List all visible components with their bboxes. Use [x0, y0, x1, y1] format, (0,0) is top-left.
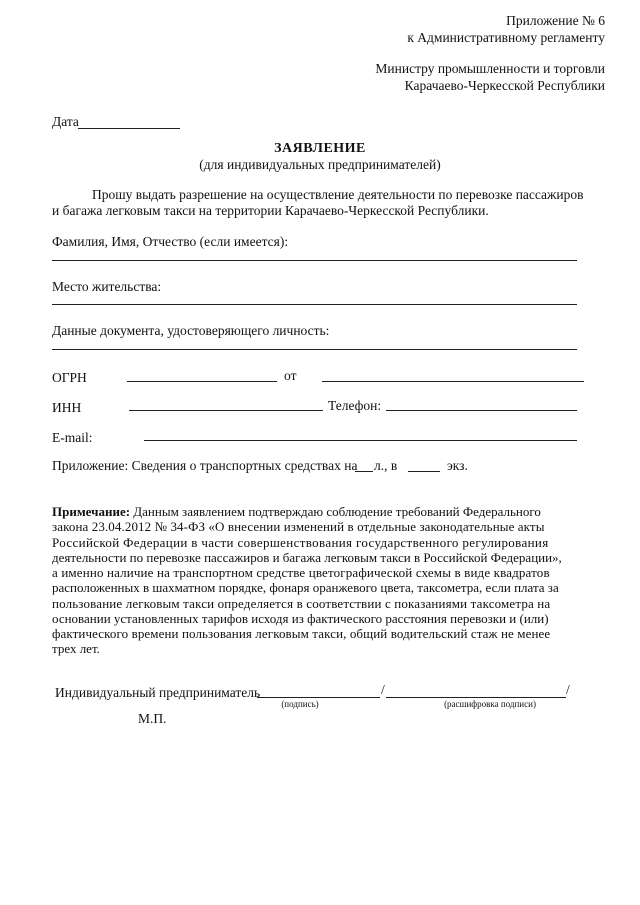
attachment-copies-line[interactable]	[408, 471, 440, 472]
note-line-6: расположенных в шахматном порядке, фонаря оранжевого цвета, таксометра, если плата за	[52, 580, 559, 595]
signature-slash-1: /	[381, 682, 385, 697]
ogrn-date-field-line[interactable]	[322, 381, 584, 382]
note-line-1: Данным заявлением подтверждаю соблюдение требований Федерального	[133, 504, 541, 519]
id-document-label: Данные документа, удостоверяющего личность:	[52, 323, 330, 338]
phone-label: Телефон:	[328, 398, 382, 413]
ogrn-label: ОГРН	[52, 370, 87, 385]
recipient-line-2: Карачаево-Черкесской Республики	[404, 78, 605, 93]
email-field-line[interactable]	[144, 440, 577, 441]
phone-field-line[interactable]	[386, 410, 577, 411]
note-line-8: основании установленных тарифов исходя из фактического расстояния перевозки и (или)	[52, 611, 549, 626]
attachment-text-a: Приложение: Сведения о транспортных средствах на	[52, 458, 358, 473]
signature-decoding-caption: (расшифровка подписи)	[444, 699, 536, 709]
note-line-10: трех лет.	[52, 641, 100, 656]
note-line-5: а именно наличие на транспортном средстве цветографической схемы в виде квадратов	[52, 565, 550, 580]
residence-label: Место жительства:	[52, 279, 162, 294]
attachment-sheets-line[interactable]	[355, 471, 373, 472]
note-line-3: Российской Федерации в части совершенствования государственного регулирования	[52, 535, 549, 550]
date-label: Дата	[52, 114, 79, 129]
signature-label: Индивидуальный предприниматель	[55, 685, 261, 700]
note-line-4: деятельности по перевозке пассажиров и багажа легковым такси в Российской Федерации»,	[52, 550, 562, 565]
signature-decoding-field-line[interactable]	[386, 697, 566, 698]
note-line-9: фактического времени пользования легковым такси, общий водительский стаж не менее	[52, 626, 551, 641]
note-block	[52, 504, 573, 519]
ogrn-field-line[interactable]	[127, 381, 277, 382]
fio-field-line[interactable]	[52, 260, 577, 261]
inn-label: ИНН	[52, 400, 82, 415]
email-label: E-mail:	[52, 430, 93, 445]
stamp-label: М.П.	[138, 711, 167, 726]
appendix-line-2: к Административному регламенту	[407, 30, 605, 45]
request-line-2: и багажа легковым такси на территории Карачаево-Черкесской Республики.	[52, 203, 489, 218]
attachment-text-b: л., в	[374, 458, 398, 473]
signature-slash-2: /	[566, 682, 570, 697]
attachment-text-c: экз.	[447, 458, 468, 473]
request-line-1: Прошу выдать разрешение на осуществление деятельности по перевозке пассажиров	[92, 187, 584, 202]
fio-label: Фамилия, Имя, Отчество (если имеется):	[52, 234, 289, 249]
date-field-line[interactable]	[78, 128, 180, 129]
ogrn-date-label: от	[284, 368, 297, 383]
residence-field-line[interactable]	[52, 304, 577, 305]
inn-field-line[interactable]	[129, 410, 323, 411]
document-subtitle: (для индивидуальных предпринимателей)	[199, 157, 441, 172]
signature-caption: (подпись)	[281, 699, 319, 709]
note-label: Примечание:	[52, 504, 131, 519]
recipient-line-1: Министру промышленности и торговли	[375, 61, 605, 76]
signature-field-line[interactable]	[257, 697, 380, 698]
note-line-2: закона 23.04.2012 № 34-ФЗ «О внесении изменений в отдельные законодательные акты	[52, 519, 545, 534]
id-document-field-line[interactable]	[52, 349, 577, 350]
note-line-7: пользование легковым такси определяется в соответствии с показаниями таксометра на	[52, 596, 551, 611]
appendix-line-1: Приложение № 6	[506, 13, 605, 28]
document-title: ЗАЯВЛЕНИЕ	[274, 141, 366, 156]
